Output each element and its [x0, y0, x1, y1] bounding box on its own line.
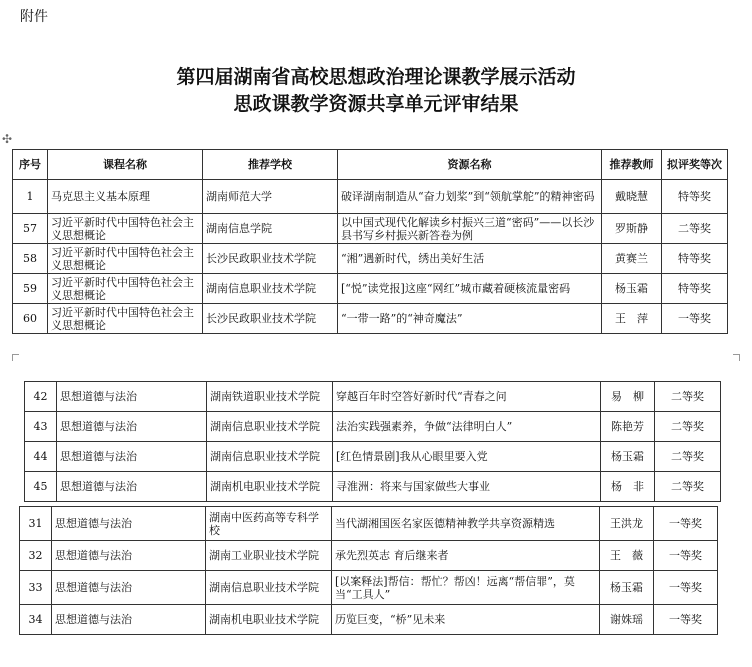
cell-award: 二等奖	[655, 382, 721, 412]
cell-course: 思想道德与法治	[52, 541, 206, 571]
cell-course: 思想道德与法治	[52, 571, 206, 605]
table-row	[20, 507, 718, 541]
table-row	[25, 472, 721, 502]
results-table-section-2	[24, 381, 721, 502]
table-row	[20, 541, 718, 571]
cell-course: 习近平新时代中国特色社会主义思想概论	[48, 244, 203, 274]
cell-num: 42	[25, 382, 57, 412]
cell-school: 湖南信息职业技术学院	[207, 442, 333, 472]
cell-num: 58	[13, 244, 48, 274]
cell-teacher: 王 萍	[602, 304, 662, 334]
cell-num: 57	[13, 214, 48, 244]
cell-course: 马克思主义基本原理	[48, 180, 203, 214]
table-row	[13, 244, 728, 274]
cell-course: 思想道德与法治	[57, 382, 207, 412]
table-row	[13, 214, 728, 244]
cell-resource: 穿越百年时空答好新时代“青春之问	[333, 382, 601, 412]
cell-teacher: 杨玉霜	[600, 571, 654, 605]
cell-teacher: 易 柳	[601, 382, 655, 412]
header-school: 推荐学校	[203, 150, 338, 180]
table-row	[25, 412, 721, 442]
results-table-section-3	[19, 506, 718, 635]
cell-award: 一等奖	[654, 541, 718, 571]
cell-award: 二等奖	[655, 472, 721, 502]
cell-resource: 寻淮洲：将来与国家做些大事业	[333, 472, 601, 502]
cell-school: 湖南铁道职业技术学院	[207, 382, 333, 412]
page-corner-mark	[733, 354, 740, 361]
table-row	[13, 274, 728, 304]
cell-school: 湖南工业职业技术学院	[206, 541, 332, 571]
cell-school: 湖南机电职业技术学院	[207, 472, 333, 502]
cell-award: 一等奖	[662, 304, 728, 334]
cell-course: 思想道德与法治	[57, 472, 207, 502]
cell-resource: [“悦”读党报]这座“网红”城市藏着硬核流量密码	[338, 274, 602, 304]
cell-course: 习近平新时代中国特色社会主义思想概论	[48, 274, 203, 304]
cell-num: 33	[20, 571, 52, 605]
header-award: 拟评奖等次	[662, 150, 728, 180]
cell-resource: 破译湖南制造从“奋力划桨”到“领航掌舵”的精神密码	[338, 180, 602, 214]
cell-teacher: 杨 非	[601, 472, 655, 502]
cell-resource: 当代湖湘国医名家医德精神教学共享资源精选	[332, 507, 600, 541]
cell-resource: [红色情景剧]我从心眼里要入党	[333, 442, 601, 472]
cell-school: 湖南机电职业技术学院	[206, 605, 332, 635]
cell-teacher: 罗斯静	[602, 214, 662, 244]
cell-resource: 法治实践强素养，争做“法律明白人”	[333, 412, 601, 442]
cell-school: 湖南信息职业技术学院	[203, 274, 338, 304]
cell-teacher: 黄赛兰	[602, 244, 662, 274]
cell-teacher: 杨玉霜	[602, 274, 662, 304]
table-row	[20, 571, 718, 605]
cell-award: 二等奖	[655, 442, 721, 472]
cell-course: 思想道德与法治	[52, 507, 206, 541]
cell-award: 一等奖	[654, 507, 718, 541]
cell-resource: 历览巨变，“桥”见未来	[332, 605, 600, 635]
header-teacher: 推荐教师	[602, 150, 662, 180]
table-row	[13, 304, 728, 334]
cell-num: 31	[20, 507, 52, 541]
cell-num: 60	[13, 304, 48, 334]
document-subtitle: 思政课教学资源共享单元评审结果	[233, 93, 519, 115]
page-corner-mark	[12, 354, 19, 361]
cell-school: 长沙民政职业技术学院	[203, 244, 338, 274]
table-row	[20, 605, 718, 635]
cell-award: 特等奖	[662, 180, 728, 214]
cell-teacher: 王 薇	[600, 541, 654, 571]
cell-resource: “一带一路”的“神奇魔法”	[338, 304, 602, 334]
table-row	[13, 180, 728, 214]
cell-award: 特等奖	[662, 244, 728, 274]
cell-school: 湖南信息职业技术学院	[206, 571, 332, 605]
cell-resource: 以中国式现代化解读乡村振兴三道“密码”——以长沙县书写乡村振兴新答卷为例	[338, 214, 602, 244]
attachment-label: 附件	[20, 9, 48, 25]
cell-num: 43	[25, 412, 57, 442]
table-header-row	[13, 150, 728, 180]
cell-award: 特等奖	[662, 274, 728, 304]
header-num: 序号	[13, 150, 48, 180]
cell-resource: “湘”遇新时代，绣出美好生活	[338, 244, 602, 274]
results-table-section-1	[12, 149, 728, 334]
cell-num: 44	[25, 442, 57, 472]
cell-course: 思想道德与法治	[52, 605, 206, 635]
cell-school: 湖南信息职业技术学院	[207, 412, 333, 442]
cell-teacher: 王洪龙	[600, 507, 654, 541]
cell-num: 32	[20, 541, 52, 571]
cell-school: 湖南中医药高等专科学校	[206, 507, 332, 541]
cell-teacher: 谢姝瑶	[600, 605, 654, 635]
cell-teacher: 陈艳芳	[601, 412, 655, 442]
cell-teacher: 杨玉霜	[601, 442, 655, 472]
cell-resource: 承先烈英志 育后继来者	[332, 541, 600, 571]
cell-award: 一等奖	[654, 605, 718, 635]
cell-num: 59	[13, 274, 48, 304]
header-resource: 资源名称	[338, 150, 602, 180]
cell-num: 34	[20, 605, 52, 635]
cell-course: 习近平新时代中国特色社会主义思想概论	[48, 214, 203, 244]
cell-school: 湖南师范大学	[203, 180, 338, 214]
cell-school: 湖南信息学院	[203, 214, 338, 244]
document-title: 第四届湖南省高校思想政治理论课教学展示活动	[176, 66, 576, 88]
cell-award: 二等奖	[655, 412, 721, 442]
cell-num: 1	[13, 180, 48, 214]
cell-award: 二等奖	[662, 214, 728, 244]
cell-school: 长沙民政职业技术学院	[203, 304, 338, 334]
table-row	[25, 382, 721, 412]
table-row	[25, 442, 721, 472]
cell-course: 思想道德与法治	[57, 412, 207, 442]
cell-award: 一等奖	[654, 571, 718, 605]
cell-course: 思想道德与法治	[57, 442, 207, 472]
header-course: 课程名称	[48, 150, 203, 180]
cell-teacher: 戴晓慧	[602, 180, 662, 214]
cell-resource: [以案释法]帮信：帮忙？帮凶！远离“帮信罪”，莫当“工具人”	[332, 571, 600, 605]
table-move-handle-icon[interactable]: ✣	[2, 132, 13, 146]
cell-num: 45	[25, 472, 57, 502]
cell-course: 习近平新时代中国特色社会主义思想概论	[48, 304, 203, 334]
